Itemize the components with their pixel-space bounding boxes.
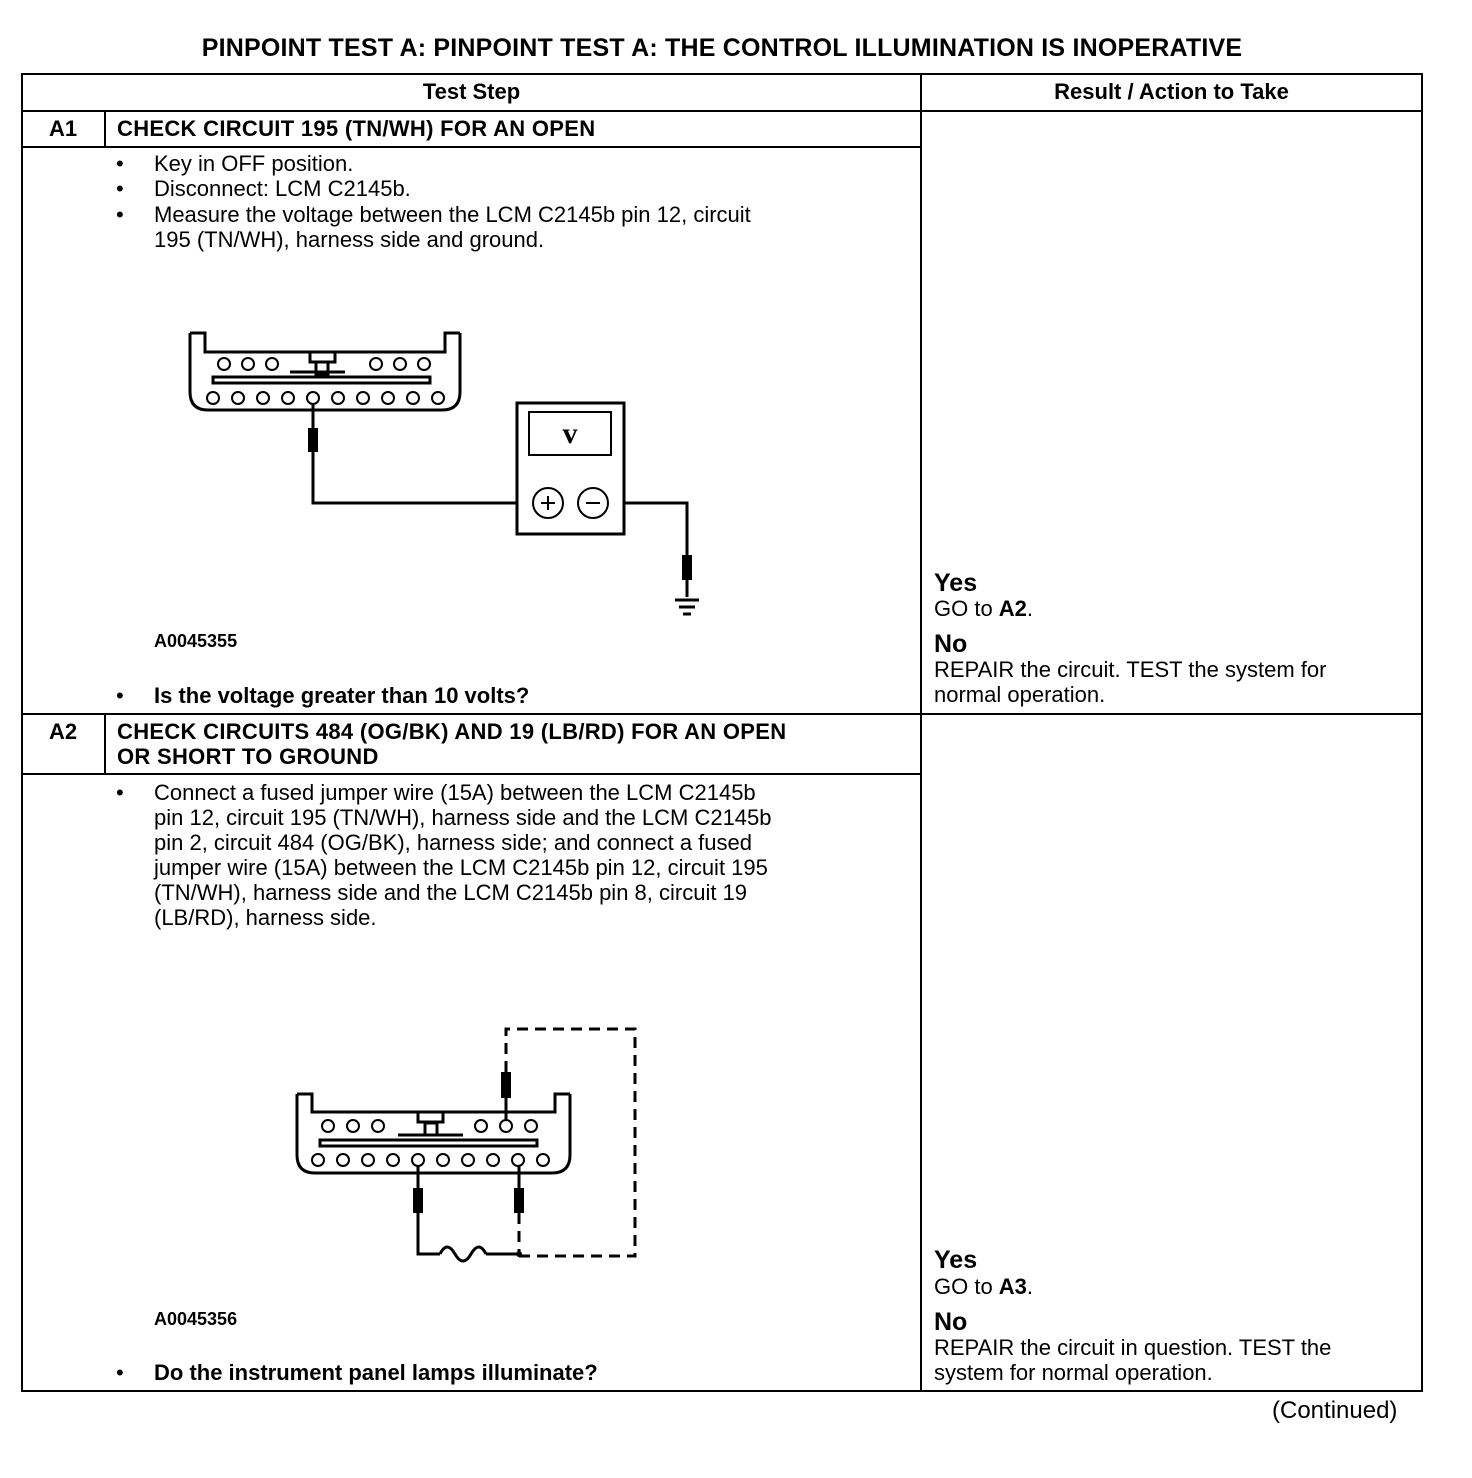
voltmeter-diagram [180, 325, 720, 625]
goto-link[interactable]: A2 [998, 596, 1027, 621]
question-text: Is the voltage greater than 10 volts? [154, 683, 530, 708]
instruction-text: (TN/WH), harness side and the LCM C2145b pin 8, circuit 19 [154, 880, 748, 905]
step-title: OR SHORT TO GROUND [117, 744, 379, 769]
ground-icon [675, 600, 699, 614]
question-text: Do the instrument panel lamps illuminate? [154, 1360, 598, 1385]
yes-action: GO to A3. [934, 1274, 1034, 1299]
bullet-marker: • [116, 202, 124, 227]
probe-tip [514, 1188, 524, 1213]
no-action: REPAIR the circuit. TEST the system for [934, 657, 1327, 682]
probe-tip [413, 1188, 423, 1213]
bullet-marker: • [116, 176, 124, 201]
step-id: A2 [48, 719, 78, 744]
header-test-step: Test Step [422, 79, 521, 104]
continued-label: (Continued) [1272, 1397, 1398, 1424]
jumper-wire-diagram [290, 1020, 650, 1270]
step-id: A1 [48, 116, 78, 141]
instruction-text: jumper wire (15A) between the LCM C2145b pin 12, circuit 195 [154, 855, 768, 880]
voltmeter-icon [517, 403, 624, 534]
fuse-icon [440, 1247, 486, 1261]
page-title: PINPOINT TEST A: PINPOINT TEST A: THE CONTROL ILLUMINATION IS INOPERATIVE [201, 34, 1243, 62]
bullet-marker: • [116, 1360, 124, 1385]
instruction-text: pin 12, circuit 195 (TN/WH), harness side and the LCM C2145b [154, 805, 772, 830]
yes-label: Yes [934, 1246, 978, 1274]
instruction-text: Disconnect: LCM C2145b. [154, 176, 411, 201]
instruction-text: Key in OFF position. [154, 151, 354, 176]
probe-tip [501, 1072, 511, 1098]
no-action: REPAIR the circuit in question. TEST the [934, 1335, 1332, 1360]
header-result: Result / Action to Take [1054, 79, 1289, 104]
no-label: No [934, 1308, 968, 1336]
probe-tip [682, 555, 692, 580]
instruction-text: (LB/RD), harness side. [154, 905, 377, 930]
step-title: CHECK CIRCUIT 195 (TN/WH) FOR AN OPEN [117, 116, 596, 141]
figure-id: A0045356 [154, 1309, 238, 1329]
no-label: No [934, 630, 968, 658]
bullet-marker: • [116, 151, 124, 176]
bullet-marker: • [116, 683, 124, 708]
bullet-marker: • [116, 780, 124, 805]
probe-tip [308, 428, 318, 452]
goto-link[interactable]: A3 [998, 1274, 1027, 1299]
instruction-text: pin 2, circuit 484 (OG/BK), harness side; and connect a fused [154, 830, 752, 855]
yes-label: Yes [934, 569, 978, 597]
instruction-text: Measure the voltage between the LCM C2145b pin 12, circuit [154, 202, 751, 227]
no-action: system for normal operation. [934, 1360, 1213, 1385]
instruction-text: Connect a fused jumper wire (15A) between the LCM C2145b [154, 780, 756, 805]
step-title: CHECK CIRCUITS 484 (OG/BK) AND 19 (LB/RD) FOR AN OPEN [117, 719, 787, 744]
yes-action: GO to A2. [934, 596, 1034, 621]
no-action: normal operation. [934, 682, 1106, 707]
voltmeter-symbol: v [562, 417, 578, 450]
instruction-text: 195 (TN/WH), harness side and ground. [154, 227, 545, 252]
probe-wire [313, 452, 530, 503]
figure-id: A0045355 [154, 631, 238, 651]
